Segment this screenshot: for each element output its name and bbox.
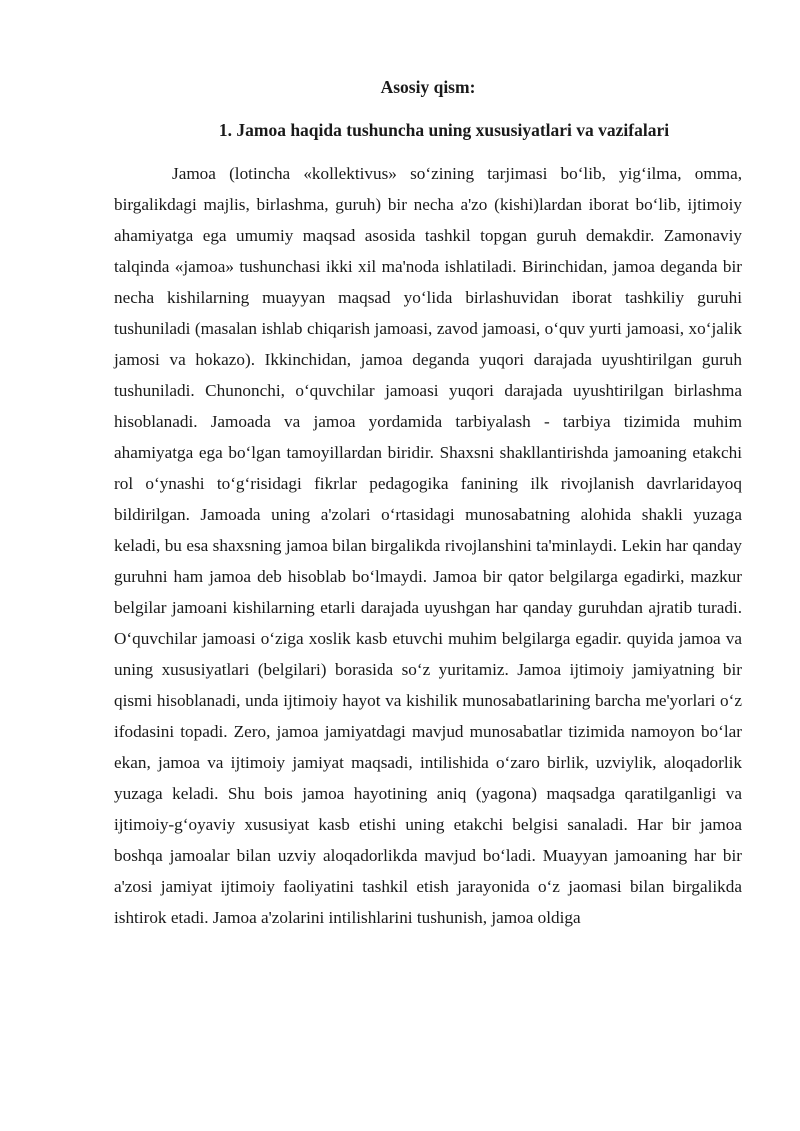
body-paragraph: Jamoa (lotincha «kollektivus» so‘zining tarjimasi bo‘lib, yig‘ilma, omma, birgalikdagi majlis, birlashma, guruh) bir necha a'zo (kishi)lardan iborat bo‘lib, ijtimoiy ahamiyatga ega umumiy maqsad asosida tashkil topgan guruh demakdir. Zamonaviy talqinda «jamoa» tushunchasi ikki xil ma'noda ishlatiladi. Birinchidan, jamoa deganda bir necha kishilarning muayyan maqsad yo‘lida birlashuvidan iborat tashkiliy guruhi tushuniladi (masalan ishlab chiqarish jamoasi, zavod jamoasi, o‘quv yurti jamoasi, xo‘jalik jamosi va hokazo). Ikkinchidan, jamoa deganda yuqori darajada uyushtirilgan guruh tushuniladi. Chunonchi, o‘quvchilar jamoasi yuqori darajada uyushtirilgan birlashma hisoblanadi. Jamoada va jamoa yordamida tarbiyalash - tarbiya tizimida muhim ahamiyatga ega bo‘lgan tamoyillardan biridir. Shaxsni shakllantirishda jamoaning etakchi rol o‘ynashi to‘g‘risidagi fikrlar pedagogika fanining ilk rivojlanish davrlaridayoq bildirilgan. Jamoada uning a'zolari o‘rtasidagi munosabatning alohida shakli yuzaga keladi, bu esa shaxsning jamoa bilan birgalikda rivojlanshini ta'minlaydi. Lekin har qanday guruhni ham jamoa deb hisoblab bo‘lmaydi. Jamoa bir qator belgilarga egadirki, mazkur belgilar jamoani kishilarning etarli darajada uyushgan har qanday guruhdan ajratib turadi. O‘quvchilar jamoasi o‘ziga xoslik kasb etuvchi muhim belgilarga egadir. quyida jamoa va uning xususiyatlari (belgilari) borasida so‘z yuritamiz. Jamoa ijtimoiy jamiyatning bir qismi hisoblanadi, unda ijtimoiy hayot va kishilik munosabatlarining barcha me'yorlari o‘z ifodasini topadi. Zero, jamoa jamiyatdagi mavjud munosabatlar tizimida namoyon bo‘lar ekan, jamoa va ijtimoiy jamiyat maqsadi, intilishida o‘zaro birlik, uzviylik, aloqadorlik yuzaga keladi. Shu bois jamoa hayotining aniq (yagona) maqsadga qaratilganligi va ijtimoiy-g‘oyaviy xususiyat kasb etishi uning etakchi belgisi sanaladi. Har bir jamoa boshqa jamoalar bilan uzviy aloqadorlikda mavjud bo‘ladi. Muayyan jamoaning har bir a'zosi jamiyat ijtimoiy faoliyatini tashkil etish jarayonida o‘z jaomasi bilan birgalikda ishtirok etadi. Jamoa a'zolarini intilishlarini tushunish, jamoa oldiga [114,164,742,927]
section-heading: 1. Jamoa haqida tushuncha uning xususiyatlari va vazifalari [218,120,670,140]
page-title: Asosiy qism: [380,77,476,97]
